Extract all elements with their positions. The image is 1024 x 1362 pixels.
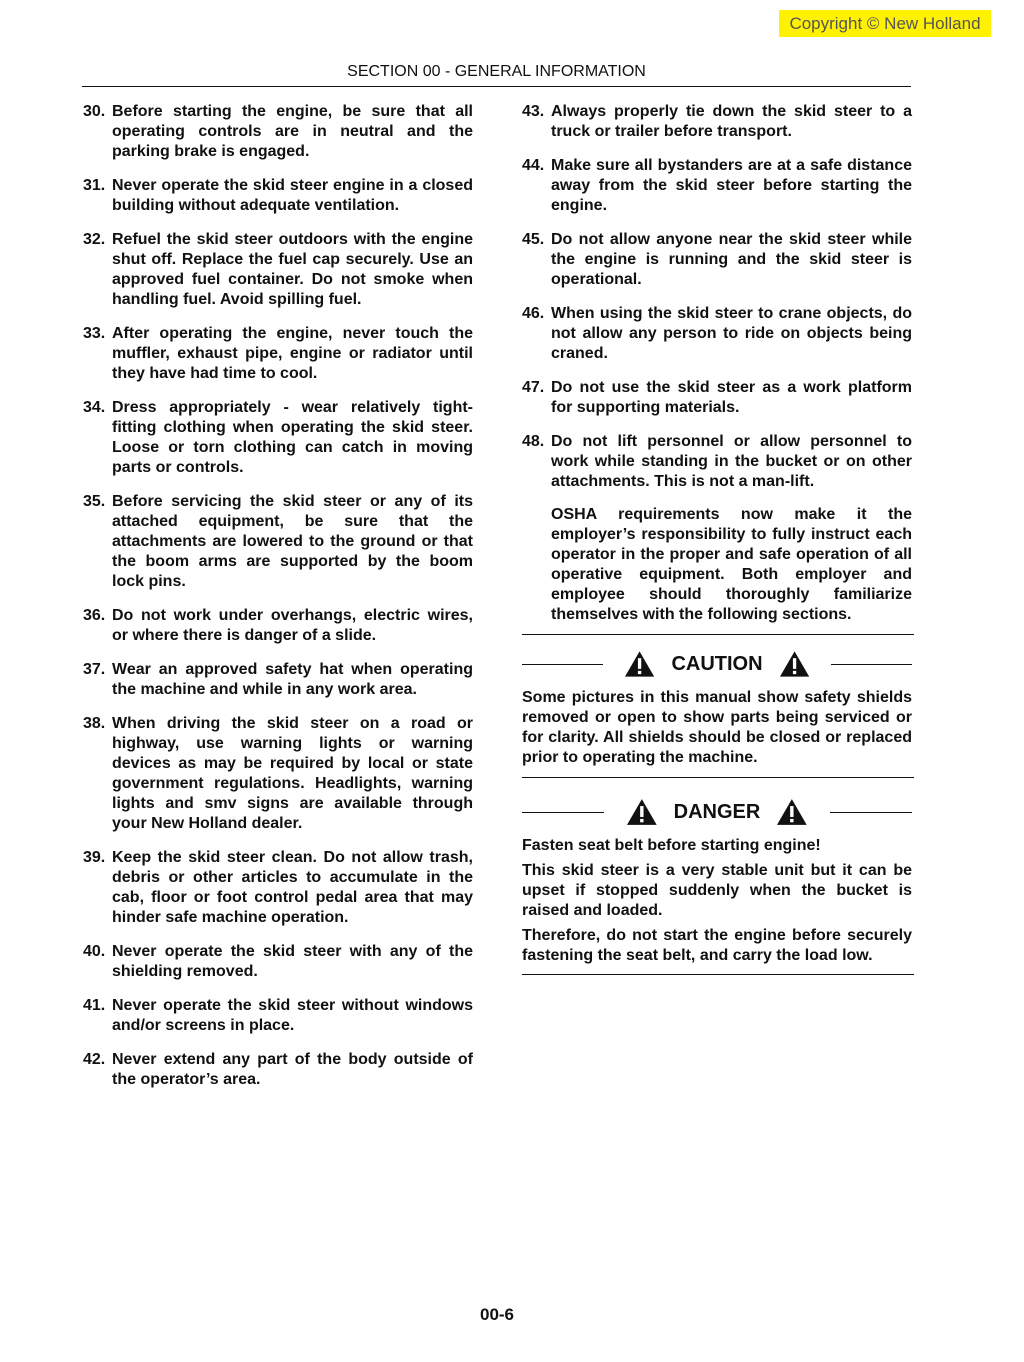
- item-text: Never extend any part of the body outside of the operator’s area.: [112, 1051, 473, 1088]
- list-item: [83, 398, 473, 478]
- item-number: 34.: [83, 399, 106, 416]
- danger-heading: [522, 792, 912, 832]
- list-item: [83, 942, 473, 982]
- caution-title: CAUTION: [671, 652, 763, 675]
- item-number: 43.: [522, 103, 545, 120]
- list-item: [83, 660, 473, 700]
- list-item: [83, 606, 473, 646]
- list-item: [522, 304, 912, 364]
- item-text: Do not allow anyone near the skid steer while the engine is running and the skid steer is operational.: [551, 231, 912, 288]
- item-number: 44.: [522, 157, 545, 174]
- item-text: Before servicing the skid steer or any of its attached equipment, be sure that the attachments are lowered to the ground or that the boom arms are supported by the boom lock pins.: [112, 493, 473, 590]
- item-number: 33.: [83, 325, 106, 342]
- item-number: 35.: [83, 493, 106, 510]
- list-item: [83, 102, 473, 162]
- list-item: [522, 156, 912, 216]
- item-number: 40.: [83, 943, 106, 960]
- warning-triangle-icon: [624, 650, 655, 678]
- item-number: 32.: [83, 231, 106, 248]
- warning-triangle-icon: [626, 798, 658, 826]
- list-item: [522, 378, 912, 418]
- danger-line-3: Therefore, do not start the engine before securely fastening the seat belt, and carry the load low.: [522, 927, 912, 964]
- item-text: After operating the engine, never touch the muffler, exhaust pipe, engine or radiator until they have had time to cool.: [112, 325, 473, 382]
- list-item: [522, 230, 912, 290]
- item-text: When using the skid steer to crane objects, do not allow any person to ride on objects being craned.: [551, 305, 912, 362]
- left-column: [83, 102, 473, 1104]
- item-number: 36.: [83, 607, 106, 624]
- copyright-badge: Copyright © New Holland: [779, 10, 991, 37]
- item-number: 39.: [83, 849, 106, 866]
- item-text: Refuel the skid steer outdoors with the engine shut off. Replace the fuel cap securely. Use an approved fuel container. Do not smoke when handling fuel. Avoid spilling fuel.: [112, 231, 473, 308]
- header-divider: [82, 86, 911, 87]
- item-text: When driving the skid steer on a road or highway, use warning lights or warning devices as may be required by local or state government regulations. Headlights, warning lights and smv signs are available through your New Holland dealer.: [112, 715, 473, 832]
- item-text: Wear an approved safety hat when operating the machine and while in any work area.: [112, 661, 473, 698]
- warning-triangle-icon: [779, 650, 810, 678]
- caution-text: Some pictures in this manual show safety shields removed or open to show parts being serviced or for clarity. All shields should be closed or replaced prior to operating the machine.: [522, 689, 912, 766]
- page-number: 00-6: [479, 1305, 515, 1324]
- item-text: Always properly tie down the skid steer to a truck or trailer before transport.: [551, 103, 912, 140]
- item-number: 37.: [83, 661, 106, 678]
- item-text: Dress appropriately - wear relatively tight-fitting clothing when operating the skid steer. Loose or torn clothing can catch in moving parts or controls.: [112, 399, 473, 476]
- danger-line-1: Fasten seat belt before starting engine!: [522, 837, 821, 854]
- item-text: Do not use the skid steer as a work platform for supporting materials.: [551, 379, 912, 416]
- list-item: [83, 996, 473, 1036]
- item-number: 38.: [83, 715, 106, 732]
- item-number: 45.: [522, 231, 545, 248]
- item-number: 42.: [83, 1051, 106, 1068]
- danger-right-line: [830, 812, 912, 813]
- caution-right-line: [831, 664, 912, 665]
- list-item: [83, 848, 473, 928]
- item-text: Do not work under overhangs, electric wires, or where there is danger of a slide.: [112, 607, 473, 644]
- list-item: [83, 492, 473, 592]
- list-item: [522, 102, 912, 142]
- item-number: 47.: [522, 379, 545, 396]
- warning-triangle-icon: [776, 798, 808, 826]
- caution-heading: [522, 644, 912, 684]
- caution-top-rule: [522, 634, 914, 635]
- item-text: Keep the skid steer clean. Do not allow trash, debris or other articles to accumulate in the cab, floor or foot control pedal area that may hinder safe machine operation.: [112, 849, 473, 926]
- item-number: 31.: [83, 177, 106, 194]
- danger-line-2: This skid steer is a very stable unit but it can be upset if stopped suddenly when the bucket is raised and loaded.: [522, 862, 912, 919]
- section-header: SECTION 00 - GENERAL INFORMATION: [347, 63, 646, 80]
- item-text: Never operate the skid steer engine in a closed building without adequate ventilation.: [112, 177, 473, 214]
- caution-left-line: [522, 664, 603, 665]
- list-item: [83, 230, 473, 310]
- right-column: [522, 102, 912, 975]
- list-item: [522, 432, 912, 492]
- item-number: 48.: [522, 433, 545, 450]
- item-text: Do not lift personnel or allow personnel to work while standing in the bucket or on other attachments. This is not a man-lift.: [551, 433, 912, 490]
- item-text: Never operate the skid steer with any of the shielding removed.: [112, 943, 473, 980]
- list-item: [83, 176, 473, 216]
- item-number: 46.: [522, 305, 545, 322]
- item-text: Make sure all bystanders are at a safe distance away from the skid steer before starting the engine.: [551, 157, 912, 214]
- item-text: Never operate the skid steer without windows and/or screens in place.: [112, 997, 473, 1034]
- list-item: [83, 1050, 473, 1090]
- osha-paragraph: OSHA requirements now make it the employer’s responsibility to fully instruct each operator in the proper and safe operation of all operative equipment. Both employer and employee should thoroughly familiarize themselves with the following sections.: [551, 506, 912, 623]
- list-item: [83, 714, 473, 834]
- caution-bottom-rule: [522, 777, 914, 778]
- danger-bottom-rule: [522, 974, 914, 975]
- item-number: 30.: [83, 103, 106, 120]
- item-number: 41.: [83, 997, 106, 1014]
- list-item: [83, 324, 473, 384]
- item-text: Before starting the engine, be sure that all operating controls are in neutral and the parking brake is engaged.: [112, 103, 473, 160]
- danger-title: DANGER: [673, 800, 761, 823]
- danger-left-line: [522, 812, 604, 813]
